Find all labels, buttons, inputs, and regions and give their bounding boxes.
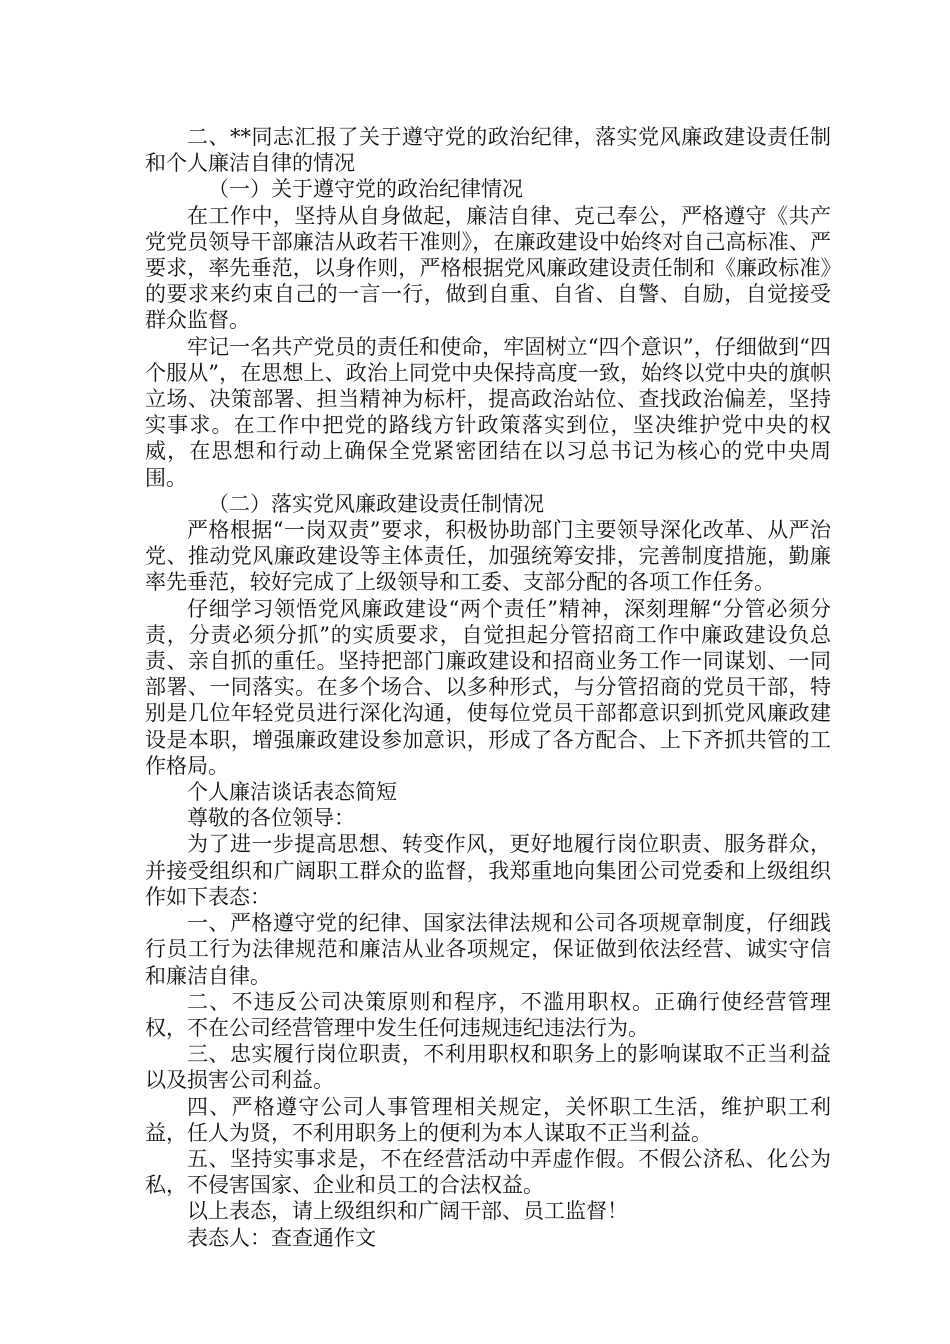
paragraph: 为了进一步提高思想、转变作风，更好地履行岗位职责、服务群众，并接受组织和广阔职工群众的监督，我郑重地向集团公司党委和上级组织作如下表态： <box>145 832 831 909</box>
paragraph-speech-title: 个人廉洁谈话表态简短 <box>187 780 397 805</box>
paragraph-salutation: 尊敬的各位领导： <box>187 806 355 831</box>
paragraph-pledge-one: 一、严格遵守党的纪律、国家法律法规和公司各项规章制度，仔细践行员工行为法律规范和廉洁从业各项规定，保证做到依法经营、诚实守信和廉洁自律。 <box>145 911 831 988</box>
paragraph: 在工作中，坚持从自身做起，廉洁自律、克己奉公，严格遵守《共产党党员领导干部廉洁从政若干准则》，在廉政建设中始终对自己高标准、严要求，率先垂范，以身作则，严格根据党风廉政建设责任制和《廉政标准》的要求来约束自己的一言一行，做到自重、自省、自警、自励，自觉接受群众监督。 <box>145 203 831 333</box>
paragraph-section-two-heading: 二、**同志汇报了关于遵守党的政治纪律，落实党风廉政建设责任制和个人廉洁自律的情况 <box>145 125 831 176</box>
paragraph-pledge-five: 五、坚持实事求是，不在经营活动中弄虚作假。不假公济私、化公为私，不侵害国家、企业和员工的合法权益。 <box>145 1146 831 1198</box>
paragraph-subheading-responsibility-system: （二）落实党风廉政建设责任制情况 <box>208 491 544 516</box>
paragraph-pledge-two: 二、不违反公司决策原则和程序，不滥用职权。正确行使经营管理权，不在公司经营管理中发生任何违规违纪违法行为。 <box>145 989 831 1040</box>
paragraph: 牢记一名共产党员的责任和使命，牢固树立“四个意识”，仔细做到“四个服从”，在思想上、政治上同党中央保持高度一致，始终以党中央的旗帜立场、决策部署、担当精神为标杆，提高政治站位、查找政治偏差，坚持实事求。在工作中把党的路线方针政策落实到位，坚决维护党中央的权威，在思想和行动上确保全党紧密团结在以习总书记为核心的党中央周围。 <box>145 334 831 490</box>
paragraph-pledge-four: 四、严格遵守公司人事管理相关规定，关怀职工生活，维护职工利益，任人为贤，不利用职务上的便利为本人谋取不正当利益。 <box>145 1094 831 1145</box>
paragraph-pledge-three: 三、忠实履行岗位职责，不利用职权和职务上的影响谋取不正当利益以及损害公司利益。 <box>145 1042 831 1093</box>
paragraph: 严格根据“一岗双责”要求，积极协助部门主要领导深化改革、从严治党、推动党风廉政建设等主体责任，加强统筹安排，完善制度措施，勤廉率先垂范，较好完成了上级领导和工委、支部分配的各项工作任务。 <box>145 518 831 595</box>
paragraph: 仔细学习领悟党风廉政建设“两个责任”精神，深刻理解“分管必须分责，分责必须分抓”的实质要求，自觉担起分管招商工作中廉政建设负总责、亲自抓的重任。坚持把部门廉政建设和招商业务工作一同谋划、一同部署、一同落实。在多个场合、以多种形式，与分管招商的党员干部，特别是几位年轻党员进行深化沟通，使每位党员干部都意识到抓党风廉政建设是本职，增强廉政建设参加意识，形成了各方配合、上下齐抓共管的工作格局。 <box>145 596 831 778</box>
document-body <box>145 124 831 1251</box>
paragraph-closing: 以上表态，请上级组织和广阔干部、员工监督！ <box>187 1199 628 1224</box>
paragraph-subheading-political-discipline: （一）关于遵守党的政治纪律情况 <box>208 177 523 202</box>
paragraph-signature: 表态人：查查通作文 <box>187 1225 376 1250</box>
